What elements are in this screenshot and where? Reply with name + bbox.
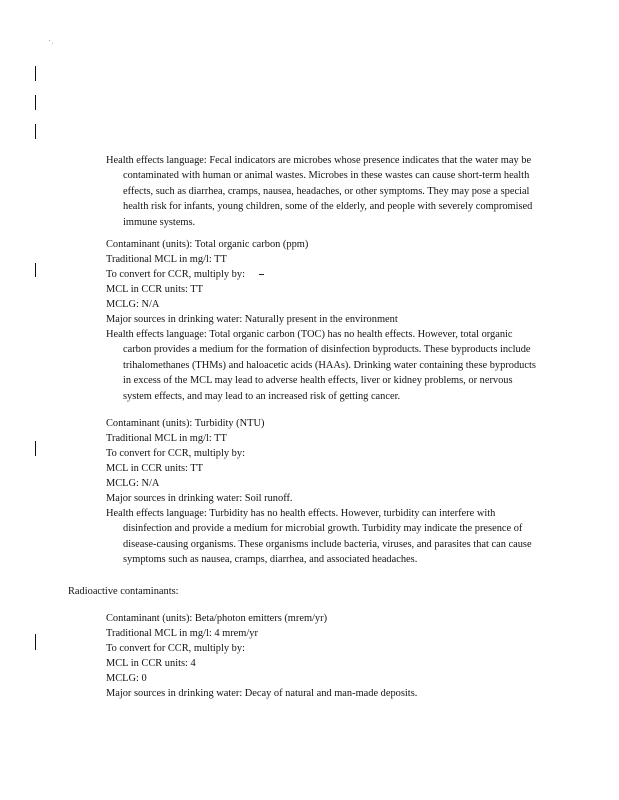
turbidity-health-effects: Health effects language: Turbidity has no health effects. However, turbidity can interfere with disinfection and provide a medium for microbial growth. Turbidity may indicate the presence of disease-causing organisms. These organisms include bacteria, viruses, and parasites that can cause symptoms such as nausea, cramps, diarrhea, and associated headaches. — [106, 508, 532, 566]
beta-mclg: MCLG: 0 — [106, 673, 147, 684]
beta-sources: Major sources in drinking water: Decay of natural and man-made deposits. — [106, 688, 418, 699]
radioactive-heading: Radioactive contaminants: — [68, 586, 179, 597]
beta-contaminant: Contaminant (units): Beta/photon emitters (mrem/yr) — [106, 613, 328, 624]
turbidity-sources: Major sources in drinking water: Soil runoff. — [106, 493, 293, 504]
toc-traditional-mcl: Traditional MCL in mg/l: TT — [106, 254, 227, 265]
scan-speck: ' . — [49, 40, 54, 46]
revision-bar — [35, 124, 36, 139]
toc-convert-row — [106, 267, 264, 282]
toc-convert: To convert for CCR, multiply by: — [106, 269, 245, 280]
revision-bar — [35, 263, 36, 277]
beta-traditional-mcl: Traditional MCL in mg/l: 4 mrem/yr — [106, 628, 258, 639]
turbidity-mcl-ccr: MCL in CCR units: TT — [106, 463, 203, 474]
revision-bar — [35, 441, 36, 456]
toc-health-effects: Health effects language: Total organic carbon (TOC) has no health effects. However, total organic carbon provides a medium for the formation of disinfection byproducts. These byproducts include trihalomethanes (THMs) and haloacetic acids (HAAs). Drinking water containing these byproducts in excess of the MCL may lead to adverse health effects, liver or kidney problems, or nervous system effects, and may lead to an increased risk of getting cancer. — [106, 329, 536, 402]
turbidity-mclg: MCLG: N/A — [106, 478, 160, 489]
toc-mcl-ccr: MCL in CCR units: TT — [106, 284, 203, 295]
revision-bar — [35, 634, 36, 650]
fecal-health-effects: Health effects language: Fecal indicators are microbes whose presence indicates that the water may be contaminated with human or animal wastes. Microbes in these wastes can cause short-term health effects, such as diarrhea, cramps, nausea, headaches, or other symptoms. They may pose a special health risk for infants, young children, some of the elderly, and people with severely compromised immune systems. — [106, 155, 533, 228]
blank-mark — [259, 274, 264, 275]
toc-contaminant: Contaminant (units): Total organic carbon (ppm) — [106, 239, 309, 250]
turbidity-traditional-mcl: Traditional MCL in mg/l: TT — [106, 433, 227, 444]
toc-mclg: MCLG: N/A — [106, 299, 160, 310]
toc-sources: Major sources in drinking water: Naturally present in the environment — [106, 314, 398, 325]
turbidity-convert: To convert for CCR, multiply by: — [106, 448, 245, 459]
revision-bar — [35, 66, 36, 81]
beta-convert: To convert for CCR, multiply by: — [106, 643, 245, 654]
beta-mcl-ccr: MCL in CCR units: 4 — [106, 658, 196, 669]
turbidity-contaminant: Contaminant (units): Turbidity (NTU) — [106, 418, 265, 429]
revision-bar — [35, 95, 36, 110]
